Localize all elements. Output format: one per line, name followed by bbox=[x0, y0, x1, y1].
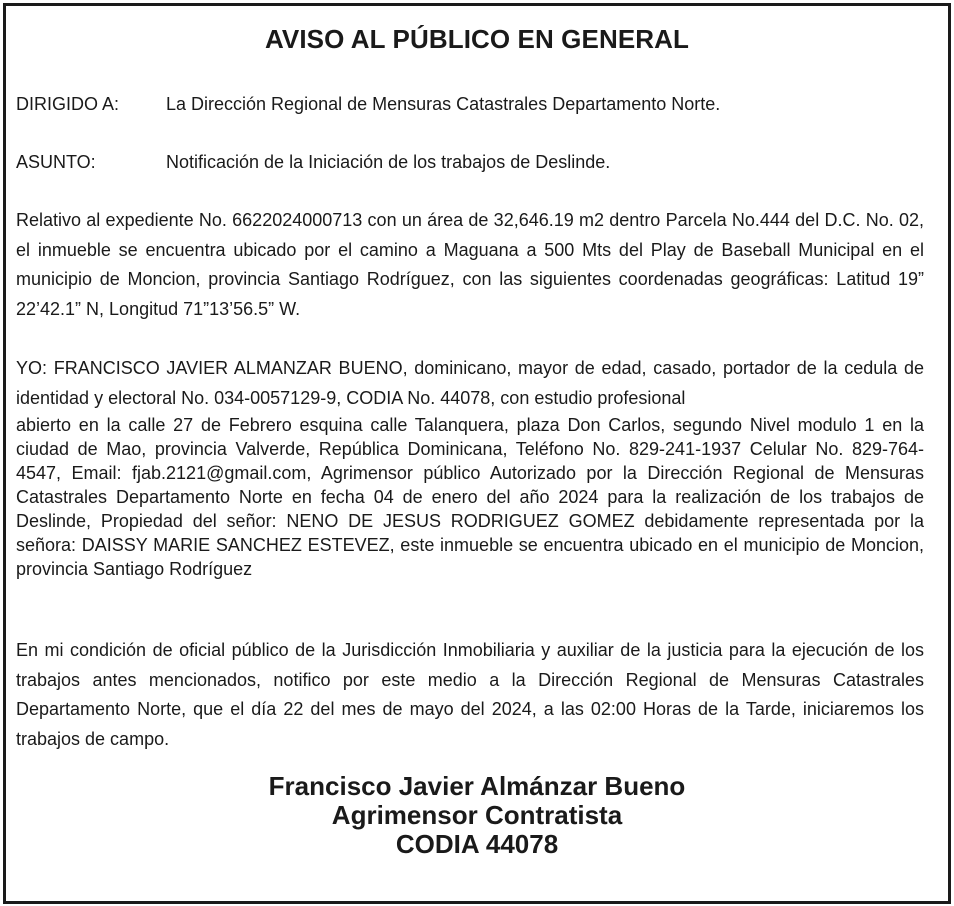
asunto-label: ASUNTO: bbox=[16, 152, 96, 172]
signature-role: Agrimensor Contratista bbox=[331, 800, 623, 830]
signature-block bbox=[0, 772, 954, 859]
notice-title: AVISO AL PÚBLICO EN GENERAL bbox=[264, 24, 690, 54]
signature-codia: CODIA 44078 bbox=[395, 829, 559, 859]
asunto-row bbox=[16, 151, 610, 173]
asunto-value: Notificación de la Iniciación de los trabajos de Deslinde. bbox=[166, 152, 611, 172]
expediente-paragraph: Relativo al expediente No. 6622024000713 con un área de 32,646.19 m2 dentro Parcela No.444 del D.C. No. 02, el inmueble se encuentra ubicado por el camino a Maguana a 500 Mts del Play de Baseball Municipal en el municipio de Moncion, provincia Santiago Rodríguez, con las siguientes coordenadas geográficas: Latitud 19” 22’42.1” N, Longitud 71”13’56.5” W. bbox=[16, 210, 924, 319]
declarant-paragraph-continued: abierto en la calle 27 de Febrero esquina calle Talanquera, plaza Don Carlos, segundo Nivel modulo 1 en la ciudad de Mao, provincia Valverde, República Dominicana, Teléfono No. 829-241-1937 Celular No. 829-764-4547, Email: fjab.2121@gmail.com, Agrimensor público Autorizado por la Dirección Regional de Mensuras Catastrales Departamento Norte en fecha 04 de enero del año 2024 para la realización de los trabajos de Deslinde, Propiedad del señor: NENO DE JESUS RODRIGUEZ GOMEZ debidamente representada por la señora: DAISSY MARIE SANCHEZ ESTEVEZ, este inmueble se encuentra ubicado en el municipio de Moncion, provincia Santiago Rodríguez bbox=[16, 415, 924, 579]
signature-name: Francisco Javier Almánzar Bueno bbox=[268, 771, 686, 801]
notification-paragraph: En mi condición de oficial público de la Jurisdicción Inmobiliaria y auxiliar de la justicia para la ejecución de los trabajos antes mencionados, notifico por este medio a la Dirección Regional de Mensuras Catastrales Departamento Norte, que el día 22 del mes de mayo del 2024, a las 02:00 Horas de la Tarde, iniciaremos los trabajos de campo. bbox=[16, 640, 924, 749]
dirigido-label: DIRIGIDO A: bbox=[16, 94, 120, 114]
declarant-paragraph-start: YO: FRANCISCO JAVIER ALMANZAR BUENO, dominicano, mayor de edad, casado, portador de la cedula de identidad y electoral No. 034-0057129-9, CODIA No. 44078, con estudio profesional bbox=[16, 358, 924, 408]
dirigido-row bbox=[16, 93, 720, 115]
dirigido-value: La Dirección Regional de Mensuras Catastrales Departamento Norte. bbox=[166, 94, 721, 114]
